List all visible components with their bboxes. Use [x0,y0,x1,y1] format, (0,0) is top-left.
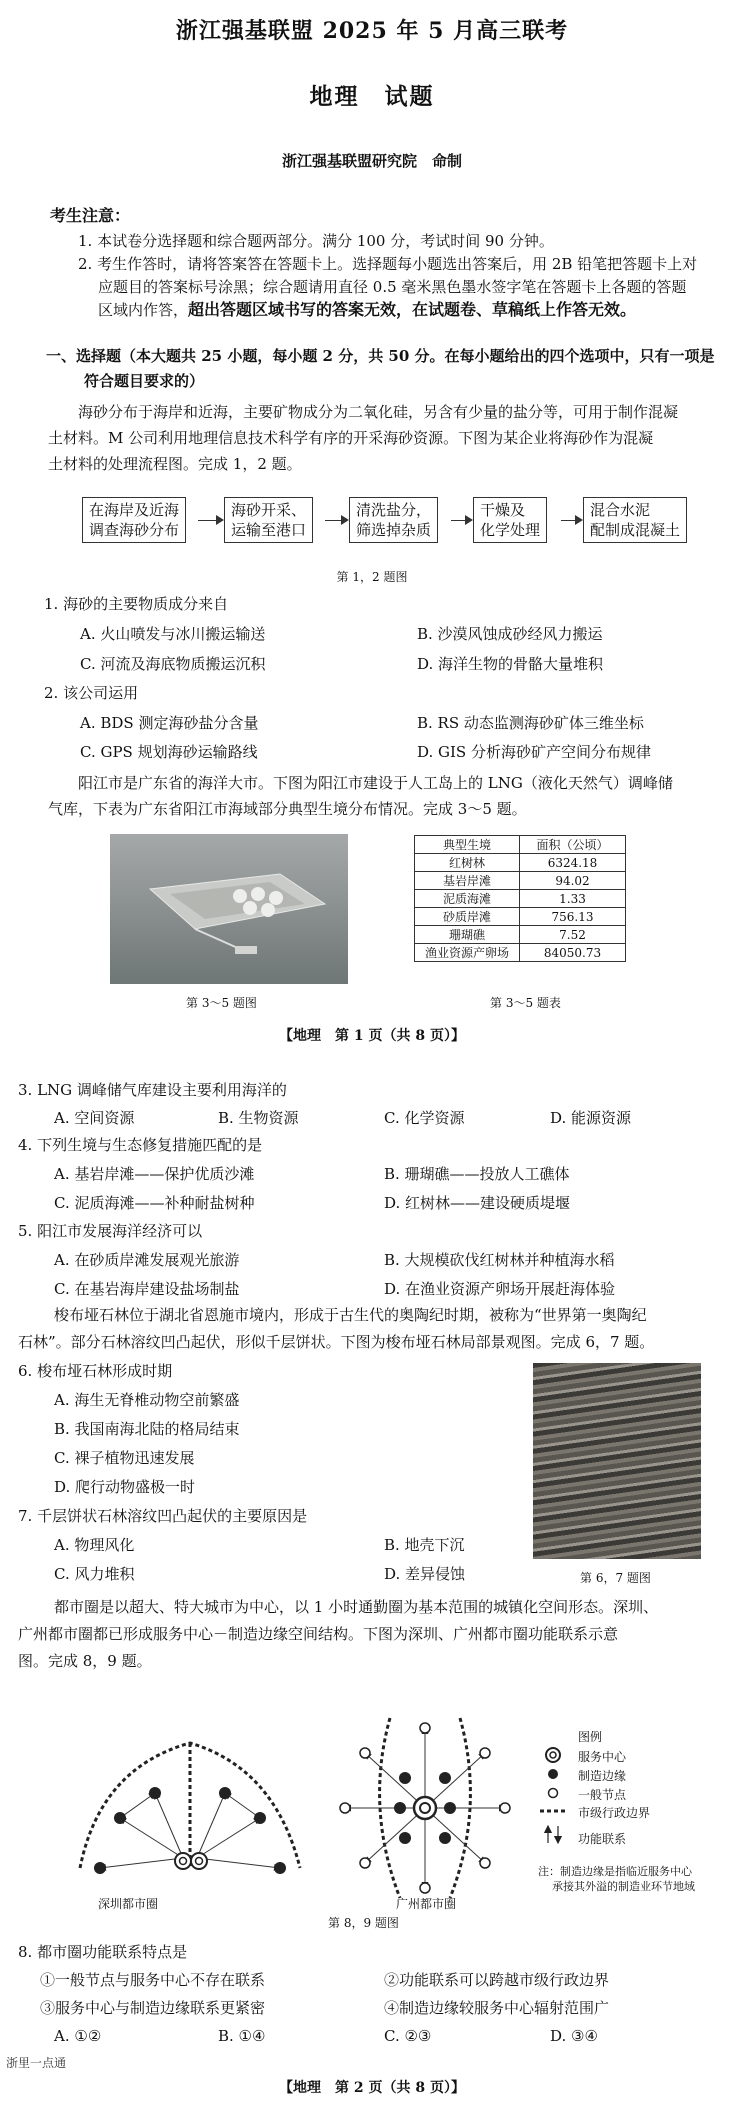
table-caption: 第 3～5 题表 [490,996,561,1010]
diagram-note: 注：制造边缘是指临近服务中心 [538,1865,692,1878]
flow-text: 配制成混凝土 [590,521,681,539]
option-a: A. 物理风化 [54,1536,135,1554]
lng-island-illustration [110,834,348,984]
option-b: B. 珊瑚礁——投放人工礁体 [384,1165,570,1183]
flow-step-washing [349,497,438,543]
question-stem: 4. 下列生境与生态修复措施匹配的是 [18,1136,263,1154]
option-b: B. 沙漠风蚀成砂经风力搬运 [417,625,603,643]
table-cell: 6324.18 [520,854,626,872]
option-c: C. 化学资源 [384,1109,465,1127]
section-heading: 一、选择题（本大题共 25 小题，每小题 2 分，共 50 分。在每小题给出的四个选项中，只有一项是 [46,347,715,365]
option-a: A. BDS 测定海砂盐分含量 [80,714,259,732]
table-cell: 94.02 [520,872,626,890]
option-b: B. 生物资源 [218,1109,299,1127]
question-stem: 1. 海砂的主要物质成分来自 [44,595,229,613]
table-row [415,908,626,926]
flow-text: 筛选掉杂质 [356,521,432,539]
option-c: C. 泥质海滩——补种耐盐树种 [54,1194,255,1212]
legend-manufacturing-edge: 制造边缘 [578,1769,627,1783]
table-cell: 1.33 [520,890,626,908]
option-d: D. GIS 分析海砂矿产空间分布规律 [417,743,651,761]
statement-3: ③服务中心与制造边缘联系更紧密 [40,1999,266,2017]
option-d: D. 在渔业资源产卵场开展赶海体验 [384,1280,616,1298]
option-c: C. 裸子植物迅速发展 [54,1449,195,1467]
subject-title: 地理 试题 [309,83,435,110]
intro-text: 图。完成 8，9 题。 [18,1652,152,1670]
table-cell: 珊瑚礁 [415,926,520,944]
flow-arrow [198,520,222,521]
flow-text: 在海岸及近海 [89,501,180,519]
option-d: D. 海洋生物的骨骼大量堆积 [417,655,604,673]
option-d: D. 红树林——建设硬质堤堰 [384,1194,571,1212]
exam-title: 浙江强基联盟 2025 年 5 月高三联考 [175,18,569,44]
option-b: B. 大规模砍伐红树林并种植海水稻 [384,1251,615,1269]
table-cell: 基岩岸滩 [415,872,520,890]
option-c: C. GPS 规划海砂运输路线 [80,743,258,761]
statement-1: ①一般节点与服务中心不存在联系 [40,1971,266,1989]
table-cell: 砂质岸滩 [415,908,520,926]
table-row [415,926,626,944]
option-b: B. RS 动态监测海砂矿体三维坐标 [417,714,644,732]
question-stem: 7. 千层饼状石林溶纹凹凸起伏的主要原因是 [18,1507,308,1525]
flow-step-survey [82,497,186,543]
table-row [415,854,626,872]
intro-text: 广州都市圈都已形成服务中心－制造边缘空间结构。下图为深圳、广州都市圈功能联系示意 [18,1625,619,1643]
flow-text: 干燥及 [480,501,526,519]
option-c: C. 风力堆积 [54,1565,135,1583]
notice-line: 2. 考生作答时，请将答案答在答题卡上。选择题每小题选出答案后，用 2B 铅笔把答题卡上对 [78,255,698,273]
section-heading-cont: 符合题目要求的） [84,372,205,390]
statement-4: ④制造边缘较服务中心辐射范围广 [384,1999,610,2017]
question-stem: 6. 梭布垭石林形成时期 [18,1362,173,1380]
option-b: B. ①④ [218,2027,266,2045]
notice-text: 区域内作答， [98,301,189,319]
intro-text: 土材料的处理流程图。完成 1，2 题。 [48,455,302,473]
page-footer: 【地理 第 2 页（共 8 页）】 [279,2080,465,2096]
question-stem: 5. 阳江市发展海洋经济可以 [18,1222,203,1240]
photo-caption: 第 6，7 题图 [580,1571,651,1585]
option-c: C. ②③ [384,2027,432,2045]
intro-text: 阳江市是广东省的海洋大市。下图为阳江市建设于人工岛上的 LNG（液化天然气）调峰储 [78,774,673,792]
option-a: A. 空间资源 [54,1109,135,1127]
table-cell: 红树林 [415,854,520,872]
shenzhen-diagram [80,1743,300,1874]
flow-text: 化学处理 [480,521,541,539]
option-a: A. 在砂质岸滩发展观光旅游 [54,1251,240,1269]
option-b: B. 地壳下沉 [384,1536,465,1554]
flow-text: 混合水泥 [590,501,651,519]
flow-arrow [325,520,347,521]
intro-text: 土材料。M 公司利用地理信息技术科学有序的开采海砂资源。下图为某企业将海砂作为混凝 [48,429,654,447]
maker-line: 浙江强基联盟研究院 命制 [281,152,462,170]
flow-text: 海砂开采、 [231,501,307,519]
guangzhou-label: 广州都市圈 [396,1897,457,1911]
table-header: 面积（公顷） [520,836,626,854]
notice-line: 1. 本试卷分选择题和综合题两部分。满分 100 分，考试时间 90 分钟。 [78,232,554,250]
flow-text: 调查海砂分布 [89,521,180,539]
option-d: D. ③④ [550,2027,598,2045]
option-c: C. 在基岩海岸建设盐场制盐 [54,1280,240,1298]
option-a: A. 基岩岸滩——保护优质沙滩 [54,1165,255,1183]
table-header: 典型生境 [415,836,520,854]
flow-arrow [451,520,471,521]
figure-caption: 第 8，9 题图 [328,1916,399,1930]
flow-step-drying [473,497,547,543]
option-c: C. 河流及海底物质搬运沉积 [80,655,266,673]
question-stem: 3. LNG 调峰储气库建设主要利用海洋的 [18,1081,287,1099]
flow-step-mixing [583,497,687,543]
diagram-note: 承接其外溢的制造业环节地域 [552,1880,695,1893]
table-cell: 756.13 [520,908,626,926]
legend-title: 图例 [578,1730,603,1744]
flow-text: 运输至港口 [231,521,307,539]
option-b: B. 我国南海北陆的格局结束 [54,1420,240,1438]
option-a: A. 海生无脊椎动物空前繁盛 [54,1391,240,1409]
table-cell: 渔业资源产卵场 [415,944,520,962]
table-row [415,890,626,908]
flow-arrow [561,520,581,521]
option-d: D. 能源资源 [550,1109,632,1127]
table-row [415,944,626,962]
notice-heading: 考生注意： [50,206,131,225]
page-footer: 【地理 第 1 页（共 8 页）】 [279,1028,465,1044]
intro-text: 海砂分布于海岸和近海，主要矿物成分为二氧化硅，另含有少量的盐分等，可用于制作混凝 [78,403,679,421]
lng-island-photo [110,834,348,984]
question-stem: 8. 都市圈功能联系特点是 [18,1943,188,1961]
table-cell: 泥质海滩 [415,890,520,908]
intro-text: 气库，下表为广东省阳江市海域部分典型生境分布情况。完成 3～5 题。 [48,800,527,818]
intro-text: 都市圈是以超大、特大城市为中心，以 1 小时通勤圈为基本范围的城镇化空间形态。深圳、 [54,1598,659,1616]
table-cell: 84050.73 [520,944,626,962]
table-row [415,872,626,890]
legend-service-center: 服务中心 [578,1750,627,1764]
guangzhou-diagram [340,1718,510,1898]
legend-functional-link: 功能联系 [578,1832,627,1846]
flow-text: 清洗盐分， [356,501,432,519]
shenzhen-label: 深圳都市圈 [98,1897,159,1911]
statement-2: ②功能联系可以跨越市级行政边界 [384,1971,610,1989]
question-stem: 2. 该公司运用 [44,684,139,702]
notice-line [98,300,636,320]
option-d: D. 差异侵蚀 [384,1565,466,1583]
option-a: A. 火山喷发与冰川搬运输送 [80,625,266,643]
legend-admin-boundary: 市级行政边界 [578,1806,651,1820]
intro-text: 梭布垭石林位于湖北省恩施市境内，形成于古生代的奥陶纪时期，被称为“世界第一奥陶纪 [54,1306,647,1324]
figure-caption: 第 1，2 题图 [336,570,408,584]
watermark: 浙里一点通 [6,2056,67,2070]
option-d: D. 爬行动物盛极一时 [54,1478,196,1496]
notice-emphasis: 超出答题区域书写的答案无效，在试题卷、草稿纸上作答无效。 [188,300,637,319]
habitat-table [414,835,626,962]
notice-line: 应题目的答案标号涂黑；综合题请用直径 0.5 毫米黑色墨水签字笔在答题卡上各题的答题 [98,278,687,296]
legend-general-node: 一般节点 [578,1788,627,1802]
intro-text: 石林”。部分石林溶纹凹凸起伏，形似千层饼状。下图为梭布垭石林局部景观图。完成 6，7 题。 [18,1333,655,1351]
flow-step-mining [224,497,313,543]
photo-caption: 第 3～5 题图 [186,996,257,1010]
option-a: A. ①② [54,2027,102,2045]
stone-forest-photo [533,1363,701,1559]
table-cell: 7.52 [520,926,626,944]
legend [540,1748,566,1843]
